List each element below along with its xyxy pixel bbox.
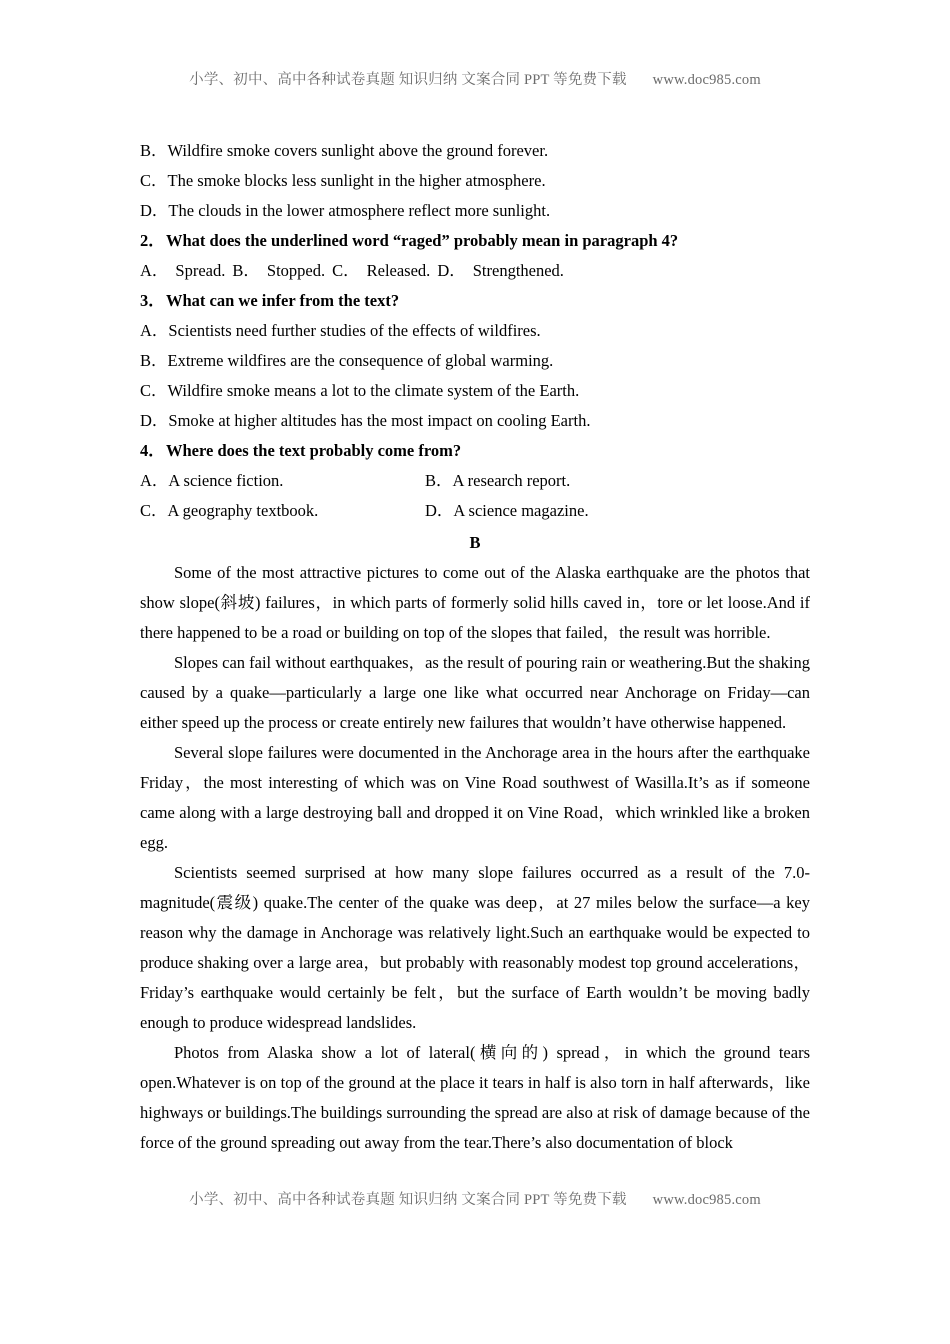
question-2 <box>140 226 810 286</box>
option-cell <box>140 466 425 496</box>
option-text: Extreme wildfires are the consequence of global warming. <box>167 351 554 370</box>
option-label: A． <box>140 321 169 340</box>
option-label: D． <box>140 411 169 430</box>
question-stem: Where does the text probably come from? <box>166 441 462 460</box>
option-label: C． <box>140 381 168 400</box>
passage-paragraph: Scientists seemed surprised at how many slope failures occurred as a result of the 7.0-magnitude(震级) quake.The center of the quake was deep，at 27 miles below the surface—a key reason why the damage in Anchorage was relatively light.Such an earthquake would be expected to produce shaking over a large area，but probably with reasonably modest top ground accelerations，Friday’s earthquake would certainly be felt，but the surface of Earth wouldn’t be moving badly enough to produce widespread landslides. <box>140 863 810 1032</box>
passage-section-marker: B <box>469 533 481 552</box>
passage-paragraph: Some of the most attractive pictures to come out of the Alaska earthquake are the photos that show slope(斜坡) failures，in which parts of formerly solid hills caved in，tore or let loose.And if there happened to be a road or building on top of the slopes that failed，the result was horrible. <box>140 563 810 642</box>
question-3 <box>140 286 810 436</box>
option-label: C． <box>332 261 360 280</box>
option-text: Scientists need further studies of the effects of wildfires. <box>168 321 541 340</box>
option-text: Stopped. <box>266 261 326 280</box>
option-cell <box>425 466 570 496</box>
option-row <box>140 196 810 226</box>
option-label: B． <box>140 141 168 160</box>
option-row <box>140 316 810 346</box>
option-text: A research report. <box>452 471 571 490</box>
option-row-inline <box>140 256 810 286</box>
reading-passage <box>140 558 810 1158</box>
passage-paragraph: Several slope failures were documented in the Anchorage area in the hours after the earthquake Friday，the most interesting of which was on Vine Road southwest of Wasilla.It’s as if someone came along with a large destroying ball and dropped it on Vine Road，which wrinkled like a broken egg. <box>140 743 810 852</box>
question-number: 3． <box>140 291 165 310</box>
option-row <box>140 406 810 436</box>
passage-paragraph: Slopes can fail without earthquakes，as the result of pouring rain or weathering.But the shaking caused by a quake—particularly a large one like what occurred near Anchorage on Friday—can either speed up the process or create entirely new failures that wouldn’t have otherwise happened. <box>140 653 811 732</box>
option-row <box>140 376 810 406</box>
option-text: Smoke at higher altitudes has the most impact on cooling Earth. <box>168 411 591 430</box>
option-text: Wildfire smoke covers sunlight above the ground forever. <box>167 141 549 160</box>
header-url: www.doc985.com <box>652 72 761 88</box>
question-number: 2． <box>140 231 165 250</box>
option-label: A． <box>140 471 169 490</box>
option-row <box>140 346 810 376</box>
question-stem-row <box>140 226 810 256</box>
footer-url: www.doc985.com <box>652 1192 761 1208</box>
page-footer <box>0 1188 950 1209</box>
option-row-grid <box>140 496 810 526</box>
option-text: A science magazine. <box>453 501 589 520</box>
question-1-options <box>140 136 810 226</box>
option-label: B． <box>140 351 168 370</box>
option-row-grid <box>140 466 810 496</box>
page-header <box>0 68 950 89</box>
option-row <box>140 136 810 166</box>
option-label: C． <box>140 501 168 520</box>
option-cell <box>425 496 589 526</box>
option-text: Spread. <box>175 261 226 280</box>
footer-text: 小学、初中、高中各种试卷真题 知识归纳 文案合同 PPT 等免费下载 <box>189 1192 627 1208</box>
option-text: Wildfire smoke means a lot to the climate system of the Earth. <box>167 381 580 400</box>
document-body <box>140 136 810 1158</box>
option-text: Strengthened. <box>472 261 564 280</box>
passage-paragraph: Photos from Alaska show a lot of lateral(横向的) spread，in which the ground tears open.Whatever is on top of the ground at the place it tears in half is also torn in half afterwards，like highways or buildings.The buildings surrounding the spread are also at risk of damage because of the force of the ground spreading out away from the tear.There’s also documentation of block <box>140 1043 810 1152</box>
option-label: D． <box>425 501 454 520</box>
option-text: A science fiction. <box>168 471 284 490</box>
option-row <box>140 166 810 196</box>
question-stem: What can we infer from the text? <box>166 291 400 310</box>
option-label: A． <box>140 261 169 280</box>
question-4 <box>140 436 810 526</box>
option-text: Released. <box>366 261 431 280</box>
option-text: The smoke blocks less sunlight in the higher atmosphere. <box>167 171 546 190</box>
option-cell <box>140 496 425 526</box>
question-stem-row <box>140 436 810 466</box>
option-label: B． <box>425 471 453 490</box>
question-stem: What does the underlined word “raged” probably mean in paragraph 4? <box>166 231 679 250</box>
question-number: 4． <box>140 441 165 460</box>
option-label: B． <box>232 261 260 280</box>
option-text: A geography textbook. <box>167 501 319 520</box>
option-label: D． <box>140 201 169 220</box>
option-label: C． <box>140 171 168 190</box>
header-text: 小学、初中、高中各种试卷真题 知识归纳 文案合同 PPT 等免费下载 <box>189 72 627 88</box>
question-stem-row <box>140 286 810 316</box>
option-text: The clouds in the lower atmosphere reflect more sunlight. <box>168 201 551 220</box>
option-label: D． <box>437 261 466 280</box>
